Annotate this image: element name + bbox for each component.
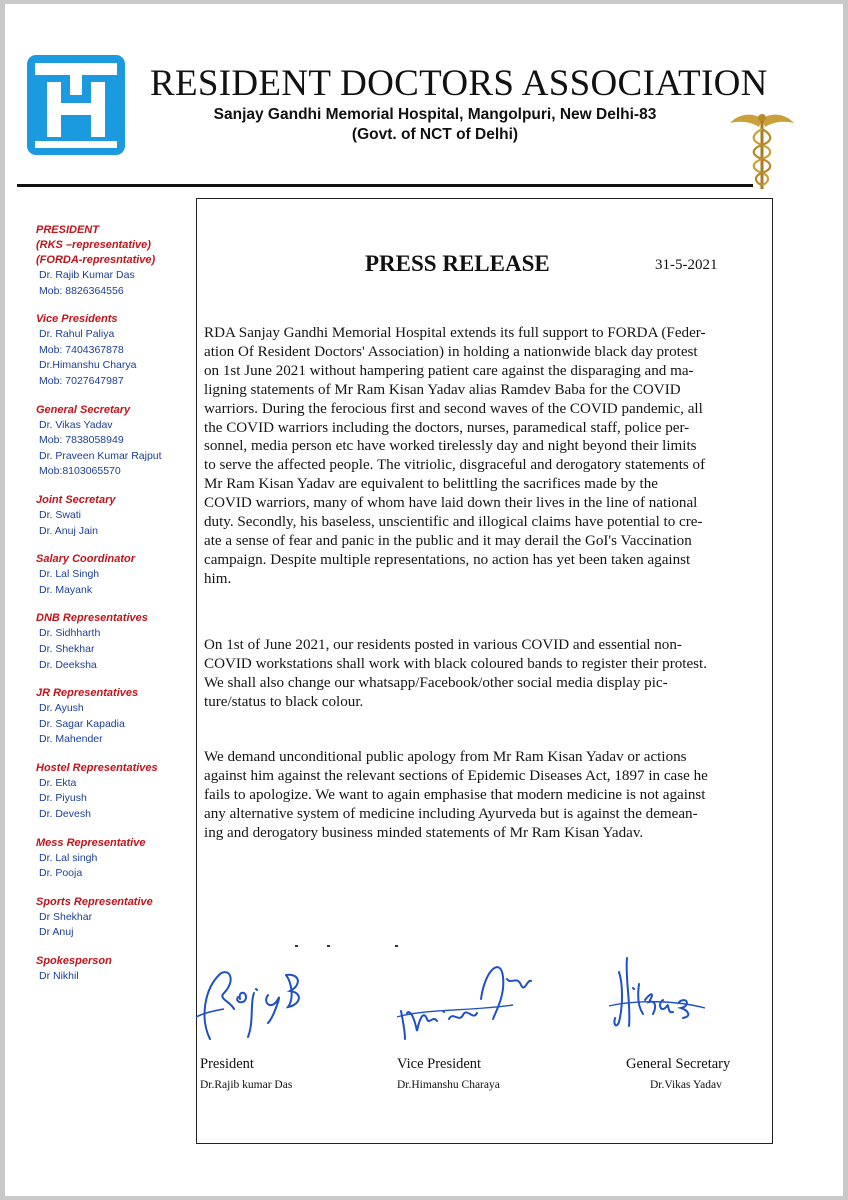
organization-address <box>185 105 685 145</box>
sidebar-person-entry: Mob: 8826364556 <box>39 284 124 297</box>
sidebar-person-entry: Dr. Rajib Kumar Das <box>39 269 135 281</box>
header-divider <box>17 184 753 187</box>
paragraph-line: RDA Sanjay Gandhi Memorial Hospital extends its full support to FORDA (Feder- <box>204 325 706 341</box>
paragraph-line: On 1st of June 2021, our residents posted in various COVID and essential non- <box>204 637 682 653</box>
sidebar-person-entry: Dr. Sidhharth <box>39 627 101 640</box>
sidebar-person-entry: Dr. Rahul Paliya <box>39 328 115 341</box>
sidebar-person-entry: Mob: 7838058949 <box>39 434 124 447</box>
caduceus-icon <box>729 109 795 191</box>
sidebar-person-entry: Dr. Pooja <box>39 867 83 880</box>
sidebar-person-entry: Dr. Mahender <box>39 733 103 746</box>
press-release-date: 31-5-2021 <box>655 257 718 273</box>
sidebar-person-entry: Dr. Ekta <box>39 776 77 789</box>
sidebar-person-entry: Dr. Mayank <box>39 583 93 596</box>
paragraph-line: ture/status to black colour. <box>204 693 364 710</box>
sidebar-person-entry: Dr. Vikas Yadav <box>39 418 113 431</box>
paragraph-demand <box>204 748 769 843</box>
organization-name: RESIDENT DOCTORS ASSOCIATION <box>150 63 768 104</box>
paragraph-line: campaign. Despite multiple representations, no action has yet been taken against <box>204 551 691 568</box>
president-title: President <box>200 1056 254 1072</box>
sidebar-role-heading: Joint Secretary <box>36 493 116 506</box>
sidebar-person-entry: Dr. Lal Singh <box>39 568 100 581</box>
sidebar-role-heading: Spokesperson <box>36 955 112 968</box>
sidebar-role-heading: Salary Coordinator <box>36 553 136 566</box>
paragraph-line: duty. Secondly, his baseless, unscientific and illogical claims have potential to cre- <box>204 514 703 531</box>
sidebar-role-heading: PRESIDENT <box>36 224 99 236</box>
sidebar-person-entry: Dr Anuj <box>39 926 74 939</box>
paragraph-line: on 1st June 2021 without hampering patient care against the disparaging and ma- <box>204 362 694 379</box>
paragraph-support <box>204 324 769 589</box>
paragraph-line: to serve the affected people. The vitriolic, disgraceful and derogatory statements of <box>204 457 706 474</box>
paragraph-line: against him against the relevant sections of Epidemic Diseases Act, 1897 in case he <box>204 767 708 784</box>
sidebar-person-entry: Dr. Devesh <box>39 808 91 821</box>
paragraph-line: ate a sense of fear and panic in the public and it may derail the GoI's Vaccination <box>204 532 692 549</box>
sidebar-person-entry: Dr. Shekhar <box>39 642 95 655</box>
general-secretary-name: Dr.Vikas Yadav <box>650 1079 722 1091</box>
sidebar-role-heading: Hostel Representatives <box>36 761 158 774</box>
sidebar-person-entry: Dr. Sagar Kapadia <box>39 717 125 730</box>
hospital-line: Sanjay Gandhi Memorial Hospital, Mangolpuri, New Delhi-83 <box>213 106 657 123</box>
sidebar-person-entry: Dr. Ayush <box>39 702 84 715</box>
sidebar-person-entry: Dr Nikhil <box>39 970 79 983</box>
president-signature <box>190 959 330 1054</box>
sidebar-person-entry: Dr. Lal singh <box>39 851 98 864</box>
office-bearers-sidebar <box>36 223 196 985</box>
president-name: Dr.Rajib kumar Das <box>200 1079 293 1091</box>
sidebar-role-heading: General Secretary <box>36 403 131 416</box>
sidebar-role-heading: Vice Presidents <box>36 313 118 326</box>
sidebar-person-entry: Dr Shekhar <box>39 910 93 923</box>
sidebar-person-entry: Dr.Himanshu Charya <box>39 359 137 372</box>
sidebar-person-entry: Dr. Swati <box>39 508 82 521</box>
paragraph-line: warriors. During the ferocious first and second waves of the COVID pandemic, all <box>204 400 703 417</box>
sidebar-role-heading: Sports Representative <box>36 895 153 908</box>
sidebar-person-entry: Mob: 7027647987 <box>39 374 124 387</box>
paragraph-protest <box>204 636 769 712</box>
paragraph-line: COVID warriors, many of whom have laid down their lives in the line of national <box>204 495 698 512</box>
paragraph-line: fails to apologize. We want to again emphasise that modern medicine is not against <box>204 786 706 803</box>
paragraph-line: the COVID warriors including the doctors, nurses, paramedical staff, police per- <box>204 419 690 436</box>
sidebar-role-heading: (FORDA-represntative) <box>36 254 156 266</box>
paragraph-line: ligning statements of Mr Ram Kisan Yadav alias Ramdev Baba for the COVID <box>204 381 681 398</box>
paragraph-line: We shall also change our whatsapp/Facebook/other social media display pic- <box>204 674 668 691</box>
sidebar-person-entry: Mob:8103065570 <box>39 465 121 478</box>
sidebar-person-entry: Mob: 7404367878 <box>39 343 124 356</box>
paragraph-line: We demand unconditional public apology from Mr Ram Kisan Yadav or actions <box>204 749 687 765</box>
sidebar-person-entry: Dr. Anuj Jain <box>39 524 98 537</box>
paragraph-line: sonnel, media person etc have worked tirelessly day and night beyond their limits <box>204 438 697 455</box>
paragraph-line: COVID workstations shall work with black coloured bands to register their protest. <box>204 655 708 672</box>
press-release-title: PRESS RELEASE <box>365 251 550 276</box>
vice-president-name: Dr.Himanshu Charaya <box>397 1079 500 1091</box>
sidebar-role-heading: Mess Representative <box>36 836 146 849</box>
sidebar-role-heading: DNB Representatives <box>36 612 148 625</box>
govt-line: (Govt. of NCT of Delhi) <box>351 126 519 143</box>
paragraph-line: Mr Ram Kisan Yadav are equivalent to belittling the sacrifices made by the <box>204 476 658 493</box>
vice-president-signature <box>393 949 543 1049</box>
sidebar-person-entry: Dr. Praveen Kumar Rajput <box>39 449 162 462</box>
vice-president-title: Vice President <box>397 1056 482 1072</box>
paragraph-line: ing and derogatory business minded statements of Mr Ram Kisan Yadav. <box>204 824 644 841</box>
sidebar-role-heading: JR Representatives <box>36 687 139 700</box>
general-secretary-title: General Secretary <box>626 1056 731 1072</box>
letterhead-page <box>5 4 843 1196</box>
paragraph-line: any alternative system of medicine including Ayurveda but is against the demean- <box>204 805 698 822</box>
hospital-h-logo-icon <box>27 55 125 155</box>
paragraph-line: ation Of Resident Doctors' Association) in holding a nationwide black day protest <box>204 343 698 360</box>
sidebar-role-heading: (RKS –representative) <box>36 239 151 251</box>
paragraph-line: him. <box>204 570 232 587</box>
sidebar-person-entry: Dr. Deeksha <box>39 658 97 671</box>
sidebar-person-entry: Dr. Piyush <box>39 792 87 805</box>
general-secretary-signature <box>605 944 725 1034</box>
